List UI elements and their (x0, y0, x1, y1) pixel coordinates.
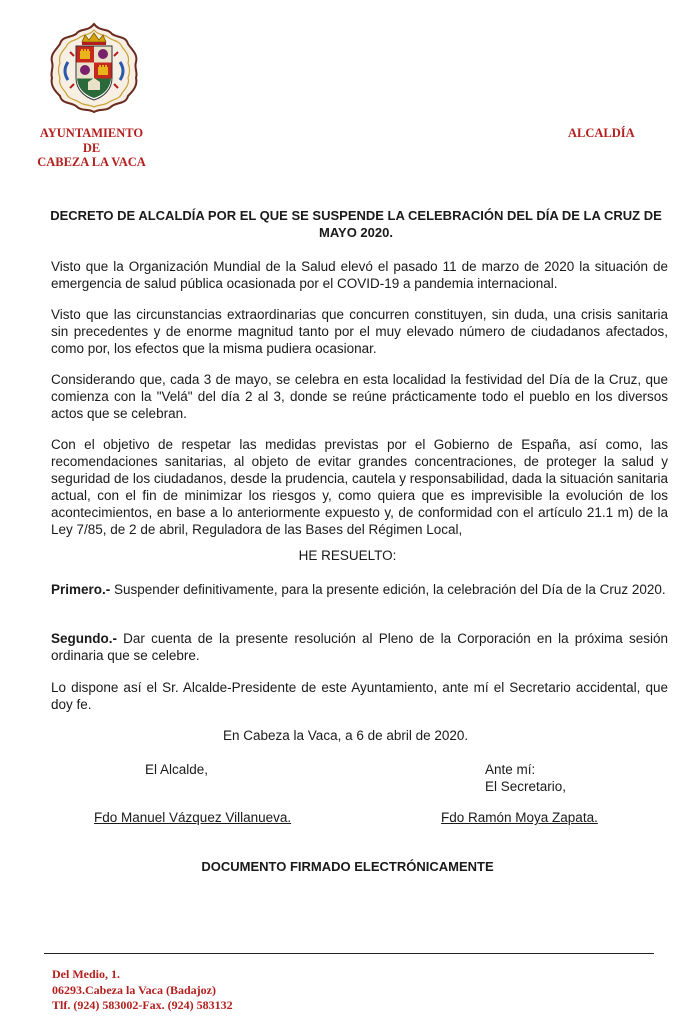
organization-line-3: CABEZA LA VACA (37, 155, 146, 169)
resolution-item-1-text: Suspender definitivamente, para la presente edición, la celebración del Día de la Cruz 2020. (110, 582, 666, 597)
organization-line-2: DE (82, 140, 101, 155)
paragraph-4: Con el objetivo de respetar las medidas previstas por el Gobierno de España, así como, las recomendaciones sanitarias, al objeto de evitar grandes concentraciones, de proteger la salud y seguridad de los ciudadanos, desde la prudencia, cautela y responsabilidad, dada la situación sanitaria actual, con el fin de minimizar los riesgos y, como quiera que es imprevisible la evolución de los acontecimientos, en base a lo anteriormente expuesto y, de conformidad con el artículo 21.1 m) de la Ley 7/85, de 2 de abril, Reguladora de las Bases del Régimen Local, (51, 437, 668, 537)
paragraph-5: Lo dispone así el Sr. Alcalde-Presidente de este Ayuntamiento, ante mí el Secretario accidental, que doy fe. (51, 680, 668, 712)
resolution-heading: HE RESUELTO: (298, 548, 397, 563)
signature-right-line-2: El Secretario, (485, 779, 567, 794)
department-label: ALCALDÍA (568, 126, 635, 140)
resolution-item-2-label: Segundo.- (51, 631, 117, 646)
signature-left-role: El Alcalde, (145, 762, 209, 777)
place-date: En Cabeza la Vaca, a 6 de abril de 2020. (223, 728, 469, 743)
resolution-item-2-text: Dar cuenta de la presente resolución al Pleno de la Corporación en la próxima sesión ordinaria que se celebre. (51, 631, 668, 663)
footer-line-3: Tlf. (924) 583002-Fax. (924) 583132 (52, 998, 233, 1012)
signature-right-name: Fdo Ramón Moya Zapata. (441, 810, 598, 825)
resolution-item-2 (51, 630, 668, 664)
resolution-item-1-label: Primero.- (51, 582, 111, 597)
footer-line-2: 06293.Cabeza la Vaca (Badajoz) (52, 982, 216, 997)
paragraph-1: Visto que la Organización Mundial de la Salud elevó el pasado 11 de marzo de 2020 la situación de emergencia de salud pública ocasionada por el COVID-19 a pandemia internacional. (51, 259, 668, 291)
footer-address (52, 967, 233, 1014)
resolution-item-1 (51, 581, 668, 598)
decree-title: DECRETO DE ALCALDÍA POR EL QUE SE SUSPENDE LA CELEBRACIÓN DEL DÍA DE LA CRUZ DE MAYO 2020. (50, 208, 662, 240)
coat-of-arms-icon (48, 22, 140, 114)
paragraph-2: Visto que las circunstancias extraordinarias que concurren constituyen, sin duda, una crisis sanitaria sin precedentes y de enorme magnitud tanto por el muy elevado número de ciudadanos afectados, como por, los efectos que la misma pudiera ocasionar. (51, 307, 668, 356)
organization-line-1: AYUNTAMIENTO (39, 126, 144, 140)
footer-divider (44, 953, 654, 954)
organization-name (20, 126, 163, 170)
signature-right-line-1: Ante mí: (485, 762, 536, 777)
paragraph-3: Considerando que, cada 3 de mayo, se celebra en esta localidad la festividad del Día de la Cruz, que comienza con la "Velá" del día 2 al 3, donde se reúne prácticamente todo el pueblo en los diversos actos que se celebran. (51, 372, 668, 421)
electronic-signature-notice: DOCUMENTO FIRMADO ELECTRÓNICAMENTE (201, 859, 494, 874)
signature-left-name: Fdo Manuel Vázquez Villanueva. (94, 810, 292, 825)
footer-line-1: Del Medio, 1. (52, 967, 120, 981)
